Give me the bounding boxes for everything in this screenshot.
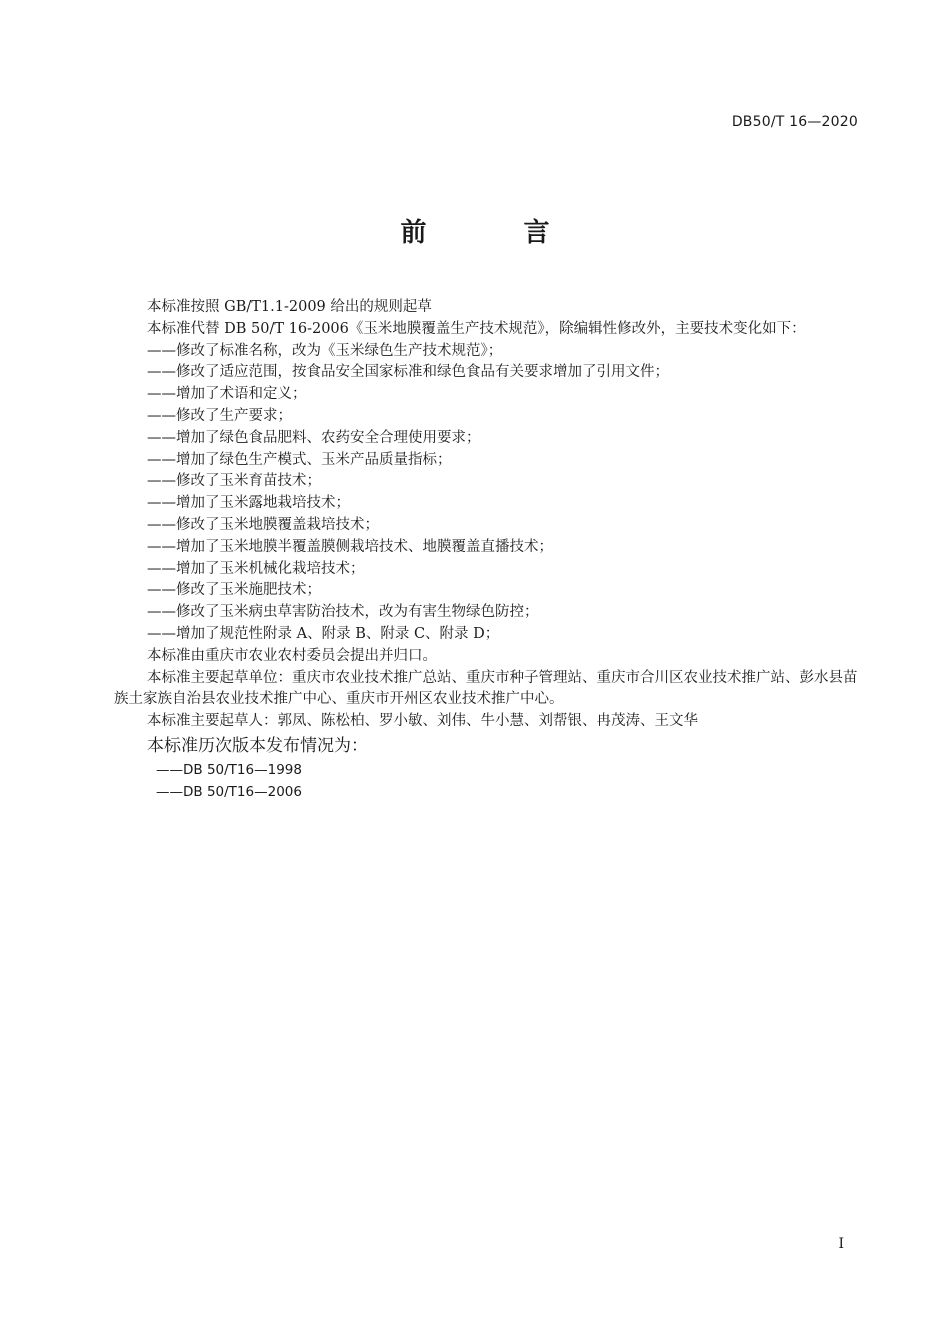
history-item: ——DB 50/T16—1998 — [156, 761, 302, 778]
change-item: ——增加了绿色食品肥料、农药安全合理使用要求； — [147, 429, 481, 446]
paragraph-drafting-units: 本标准主要起草单位：重庆市农业技术推广总站、重庆市种子管理站、重庆市合川区农业技术推广站、彭水县苗族土家族自治县农业技术推广中心、重庆市开州区农业技术推广中心。 — [114, 669, 858, 708]
paragraph-proposer: 本标准由重庆市农业农村委员会提出并归口。 — [147, 647, 437, 664]
change-item: ——修改了标准名称，改为《玉米绿色生产技术规范》； — [147, 342, 503, 359]
change-item: ——修改了玉米病虫草害防治技术，改为有害生物绿色防控； — [147, 604, 539, 621]
paragraph-replacement: 本标准代替 DB 50/T 16-2006《玉米地膜覆盖生产技术规范》，除编辑性修改外，主要技术变化如下： — [147, 320, 806, 337]
change-item: ——修改了适应范围，按食品安全国家标准和绿色食品有关要求增加了引用文件； — [147, 364, 669, 381]
change-item: ——修改了玉米施肥技术； — [147, 582, 321, 599]
paragraph-drafting-rules: 本标准按照 GB/T1.1-2009 给出的规则起草 — [147, 299, 432, 315]
history-heading: 本标准历次版本发布情况为： — [147, 735, 368, 756]
change-item: ——增加了玉米地膜半覆盖膜侧栽培技术、地膜覆盖直播技术； — [147, 538, 553, 555]
change-item: ——增加了绿色生产模式、玉米产品质量指标； — [147, 451, 452, 468]
foreword-body — [114, 297, 859, 803]
page-title: 前 言 — [400, 218, 594, 248]
paragraph-drafters: 本标准主要起草人：郭凤、陈松柏、罗小敏、刘伟、牛小慧、刘帮银、冉茂涛、王文华 — [147, 713, 698, 730]
change-item: ——修改了生产要求； — [147, 407, 292, 424]
change-item: ——增加了玉米露地栽培技术； — [147, 495, 350, 512]
document-code: DB50/T 16—2020 — [731, 114, 858, 130]
change-item: ——增加了玉米机械化栽培技术； — [147, 560, 365, 577]
change-item: ——修改了玉米地膜覆盖栽培技术； — [147, 516, 379, 533]
change-item: ——修改了玉米育苗技术； — [147, 473, 321, 490]
change-item: ——增加了规范性附录 A、附录 B、附录 C、附录 D； — [147, 625, 500, 642]
change-item: ——增加了术语和定义； — [147, 386, 307, 403]
history-item: ——DB 50/T16—2006 — [156, 783, 302, 800]
page-number: I — [838, 1236, 844, 1252]
